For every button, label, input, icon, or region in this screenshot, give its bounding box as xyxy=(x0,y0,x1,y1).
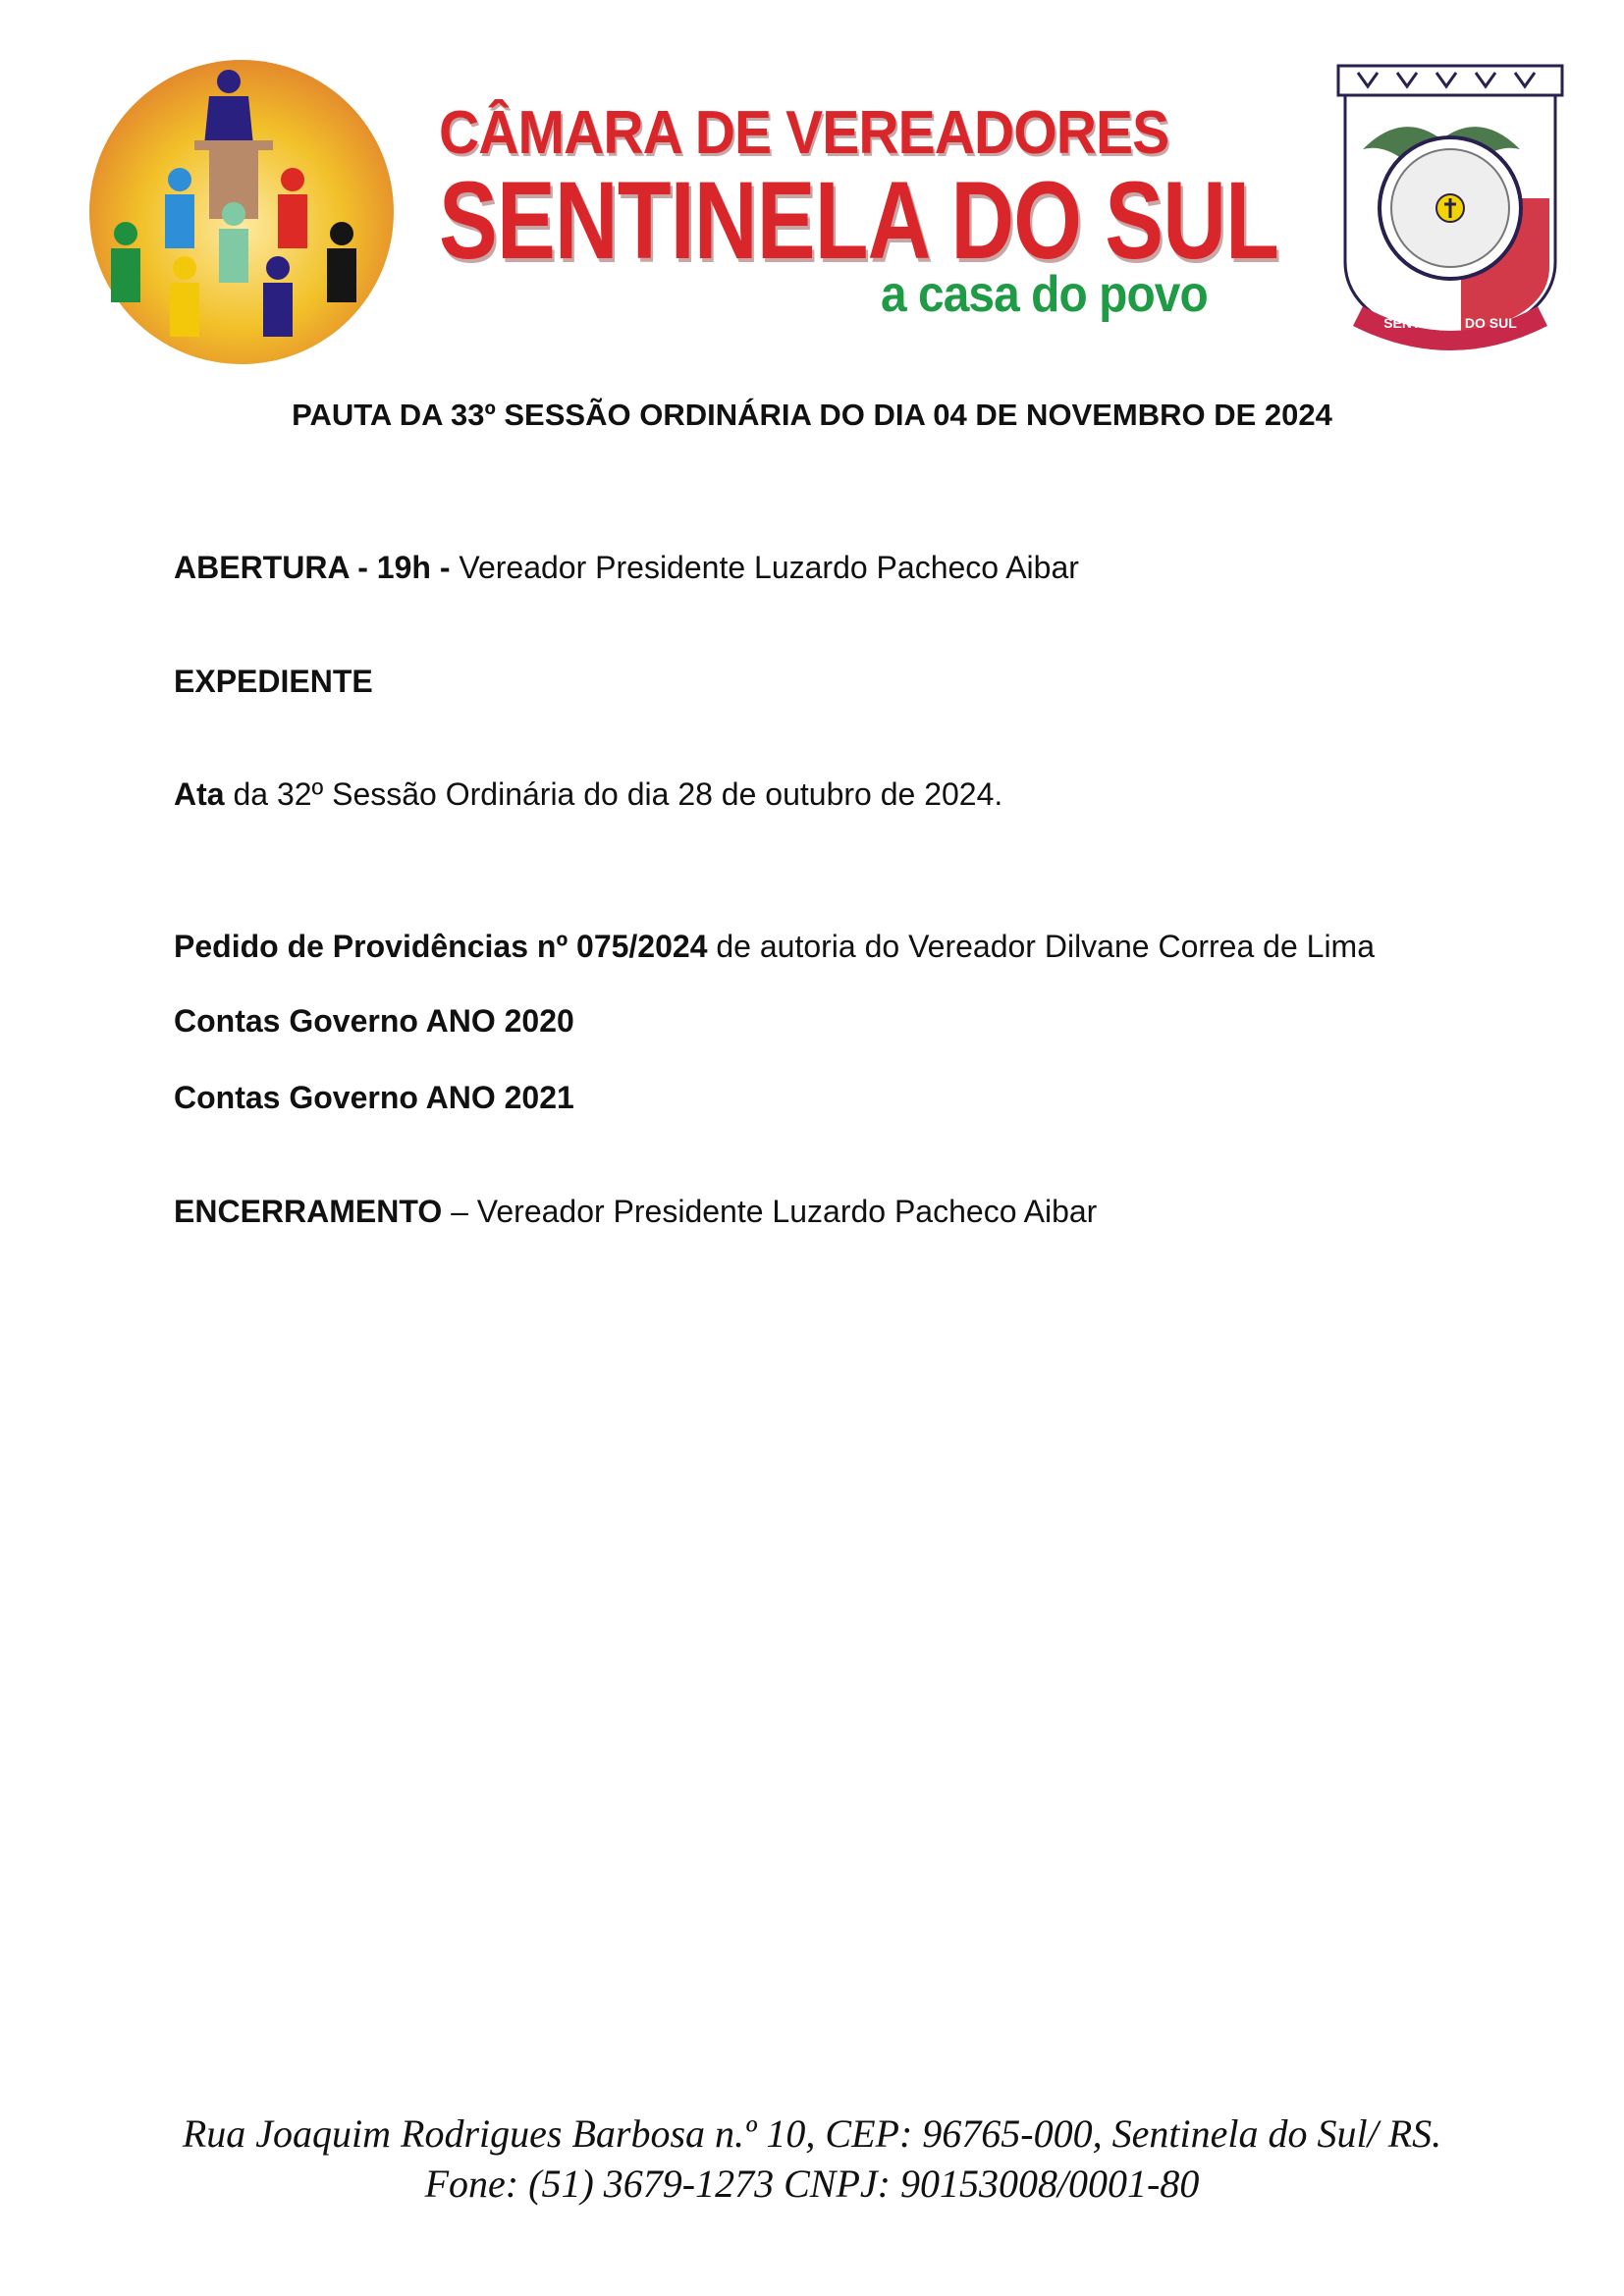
expediente-heading xyxy=(174,664,373,700)
footer-contact: Fone: (51) 3679-1273 CNPJ: 90153008/0001-80 xyxy=(424,2162,1200,2206)
document-title: PAUTA DA 33º SESSÃO ORDINÁRIA DO DIA 04 DE NOVEMBRO DE 2024 xyxy=(292,398,1332,432)
ata-line xyxy=(174,776,1002,813)
ata-label: Ata xyxy=(174,776,225,812)
contas-2021-label: Contas Governo ANO 2021 xyxy=(174,1080,574,1115)
pedido-text: de autoria do Vereador Dilvane Correa de Lima xyxy=(707,929,1375,964)
header-tagline: a casa do povo xyxy=(881,266,1208,323)
crest-text: SENTINELA DO SUL xyxy=(1383,315,1517,331)
footer-address: Rua Joaquim Rodrigues Barbosa n.º 10, CEP: 96765-000, Sentinela do Sul/ RS. xyxy=(182,2111,1442,2156)
abertura-line xyxy=(174,550,1079,586)
abertura-label: ABERTURA - 19h - xyxy=(174,550,451,585)
header-title-line1: CÂMARA DE VEREADORES xyxy=(439,99,1169,167)
ata-text: da 32º Sessão Ordinária do dia 28 de outubro de 2024. xyxy=(224,776,1003,812)
encerramento-text: – Vereador Presidente Luzardo Pacheco Aibar xyxy=(442,1194,1098,1229)
encerramento-line xyxy=(174,1194,1097,1230)
pedido-line xyxy=(174,929,1375,965)
pedido-label: Pedido de Providências nº 075/2024 xyxy=(174,929,708,964)
camara-logo-icon xyxy=(86,57,397,367)
abertura-text: Vereador Presidente Luzardo Pacheco Aibar xyxy=(450,550,1079,585)
header-title-line2: SENTINELA DO SUL xyxy=(439,159,1279,282)
contas-2020-label: Contas Governo ANO 2020 xyxy=(174,1003,574,1039)
municipal-crest-icon xyxy=(1333,61,1567,355)
expediente-label: EXPEDIENTE xyxy=(174,664,373,699)
contas-2020-line xyxy=(174,1003,574,1040)
contas-2021-line xyxy=(174,1080,574,1116)
encerramento-label: ENCERRAMENTO xyxy=(174,1194,443,1229)
